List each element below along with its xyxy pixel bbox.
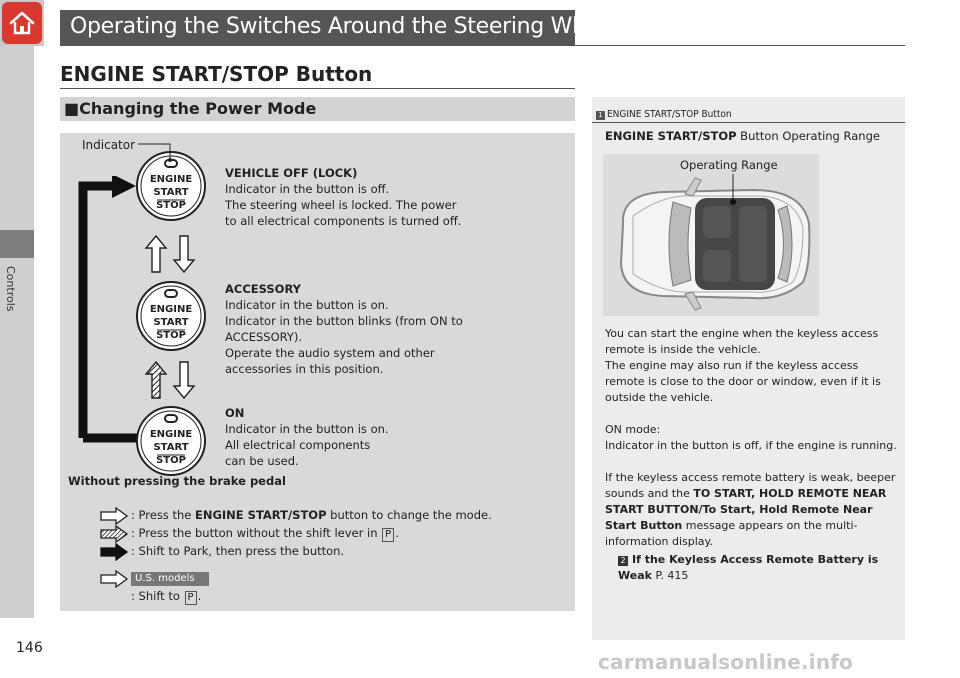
page-number: 146 <box>16 640 43 656</box>
indicator-pointer <box>136 138 176 164</box>
legend-item-shift-park: : Shift to Park, then press the button. <box>131 544 345 558</box>
car-topview-icon <box>603 154 819 316</box>
legend-text: button to change the mode. <box>326 508 492 522</box>
note-header-text: ENGINE START/STOP Button <box>607 109 732 120</box>
note-paragraph-3: Indicator in the button is off, if the engine is running. <box>605 439 897 452</box>
p-key-icon: P <box>382 528 394 542</box>
watermark: carmanualsonline.info <box>598 650 854 674</box>
note-header <box>596 109 732 120</box>
mode-title: ACCESSORY <box>225 282 302 296</box>
subsection-marker: ■ <box>64 99 80 118</box>
car-illustration <box>603 154 819 316</box>
mode-on <box>225 405 525 469</box>
button-text-stop: STOP <box>156 455 186 466</box>
note-rule <box>592 122 905 123</box>
mode-line: to all electrical components is turned off. <box>225 214 462 228</box>
mode-line: Indicator in the button is off. <box>225 182 390 196</box>
mode-line: Indicator in the button is on. <box>225 298 389 312</box>
cycle-arrow <box>78 176 138 444</box>
engine-button-on <box>135 405 207 477</box>
header-rule <box>575 45 905 46</box>
mode-line: can be used. <box>225 454 299 468</box>
mode-line: Indicator in the button blinks (from ON to <box>225 314 463 328</box>
mode-line: Indicator in the button is on. <box>225 422 389 436</box>
mode-line: ACCESSORY). <box>225 330 303 344</box>
note-subtitle-rest: Button Operating Range <box>736 129 880 143</box>
subsection-title <box>64 99 316 118</box>
reference-arrow-icon: 2 <box>618 556 628 566</box>
side-tab-controls[interactable] <box>4 266 30 326</box>
mode-line: accessories in this position. <box>225 362 384 376</box>
reference-page: P. 415 <box>651 569 689 582</box>
page-title: Operating the Switches Around the Steering Wheel <box>70 14 619 39</box>
note-paragraph-3-title: ON mode: <box>605 423 661 436</box>
note-bold: TO START, HOLD REMOTE NEAR START BUTTON/To Start, Hold Remote Near Start Button <box>605 487 887 532</box>
mode-arrows-1 <box>144 234 196 274</box>
mode-title: VEHICLE OFF (LOCK) <box>225 166 358 180</box>
button-text-start: START <box>153 317 189 328</box>
arrow-white-icon <box>100 507 128 525</box>
side-tab-controls-marker[interactable] <box>0 230 34 258</box>
button-text-stop: STOP <box>156 200 186 211</box>
mode-vehicle-off <box>225 165 525 229</box>
p-key-icon: P <box>185 591 197 605</box>
note-paragraph-2: The engine may also run if the keyless access remote is close to the door or window, even if it is outside the vehicle. <box>605 359 881 404</box>
note-paragraph-1: You can start the engine when the keyless access remote is inside the vehicle. <box>605 327 879 356</box>
mode-line: Operate the audio system and other <box>225 346 435 360</box>
home-icon <box>8 10 36 36</box>
note-text: message appears on the multi-information display. <box>605 519 858 548</box>
mode-line: The steering wheel is locked. The power <box>225 198 457 212</box>
legend-bold: ENGINE START/STOP <box>194 508 327 522</box>
legend-item-press <box>131 508 492 522</box>
legend-text: . <box>395 526 399 540</box>
mode-arrows-2 <box>144 360 196 400</box>
button-text-engine: ENGINE <box>149 174 193 185</box>
mode-line: All electrical components <box>225 438 371 452</box>
note-subtitle-bold: ENGINE START/STOP <box>605 129 737 143</box>
note-reference-link[interactable] <box>618 552 896 584</box>
legend-text: : Shift to <box>131 589 184 603</box>
button-text-engine: ENGINE <box>149 429 193 440</box>
button-text-stop: STOP <box>156 330 186 341</box>
indicator-label: Indicator <box>82 138 136 152</box>
note-text: If the keyless access remote battery is weak, beeper sounds and the <box>605 471 896 500</box>
side-strip <box>0 46 34 230</box>
legend-item-shift-p <box>131 589 201 605</box>
subsection-title-text: Changing the Power Mode <box>79 99 317 118</box>
section-rule <box>60 88 575 89</box>
legend-text: . <box>197 589 202 603</box>
mode-accessory <box>225 281 525 377</box>
arrow-black-icon <box>100 543 128 561</box>
reference-title: If the Keyless Access Remote Battery is Weak <box>618 553 879 582</box>
mode-title: ON <box>225 406 245 420</box>
note-subtitle <box>605 129 880 143</box>
legend-text: : Press the button without the shift lever in <box>131 526 382 540</box>
operating-range-label: Operating Range <box>680 158 778 172</box>
button-text-start: START <box>153 442 189 453</box>
note-paragraph-4 <box>605 470 897 550</box>
us-models-badge: U.S. models <box>131 572 209 586</box>
legend-text: : Press the <box>131 508 195 522</box>
section-title: ENGINE START/STOP Button <box>60 62 373 86</box>
arrow-white-icon <box>100 570 128 588</box>
button-text-engine: ENGINE <box>149 304 193 315</box>
engine-button-accessory <box>135 280 207 352</box>
note-mark-icon: 1 <box>596 111 605 120</box>
legend-item-no-shift <box>131 526 399 542</box>
without-brake-label: Without pressing the brake pedal <box>68 474 286 488</box>
side-tab-label: Controls <box>4 266 17 312</box>
home-button[interactable] <box>2 2 42 44</box>
arrow-hatched-icon <box>100 525 128 543</box>
button-text-start: START <box>153 187 189 198</box>
